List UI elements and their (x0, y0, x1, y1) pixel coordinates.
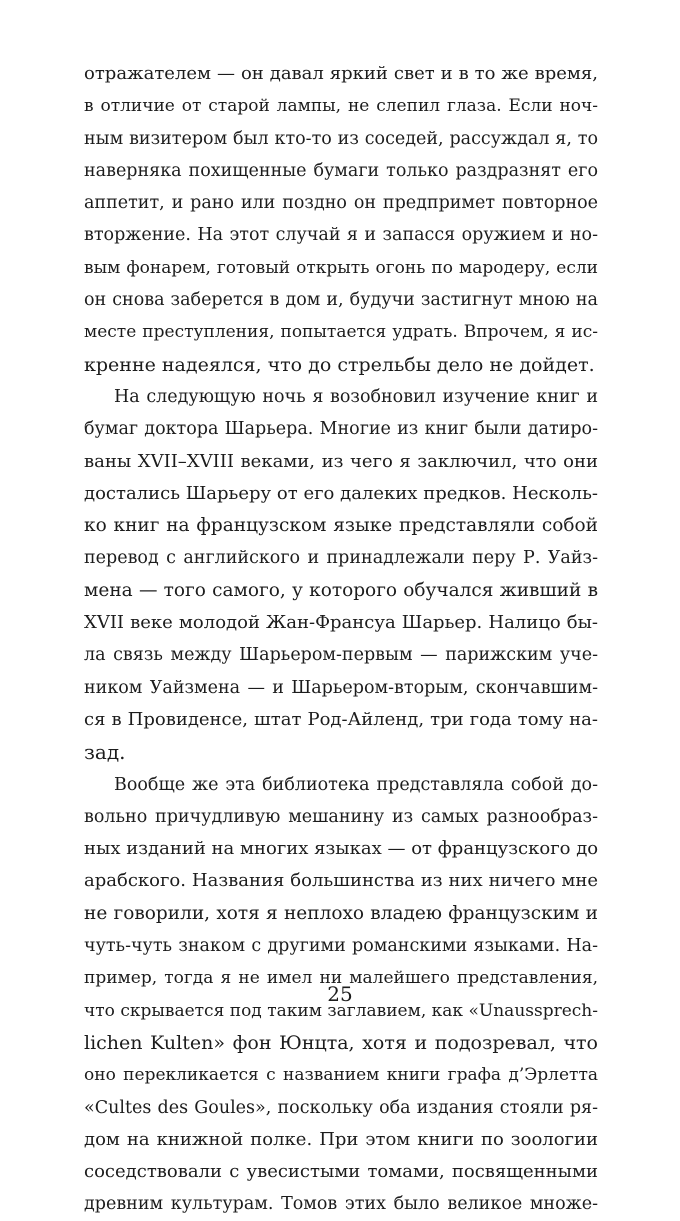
text-line: аппетит, и рано или поздно он предпримет повторное (84, 193, 598, 214)
text-line: пример, тогда я не имел ни малейшего представления, (84, 968, 598, 989)
text-line: ся в Провиденсе, штат Род-Айленд, три года тому на- (84, 708, 598, 730)
book-page-text (84, 58, 598, 1221)
text-line: оно перекликается с названием книги графа д’Эрлетта (84, 1065, 598, 1086)
text-line: арабского. Названия большинства из них ничего мне (84, 870, 598, 892)
text-line: вторжение. На этот случай я и запасся оружием и но- (84, 225, 598, 246)
text-line: ным визитером был кто-то из соседей, рассуждал я, то (84, 128, 598, 149)
text-line: ла связь между Шарьером-первым — парижским уче- (84, 645, 598, 666)
text-line: ником Уайзмена — и Шарьером-вторым, скончавшим- (84, 677, 598, 698)
text-line: отражателем — он давал яркий свет и в то же время, (84, 63, 598, 84)
text-line: вольно причудливую мешанину из самых разнообраз- (84, 806, 598, 827)
text-line: он снова заберется в дом и, будучи застигнут мною на (84, 290, 598, 311)
text-line: зад. (84, 740, 126, 765)
text-line: мена — того самого, у которого обучался живший в (84, 579, 598, 601)
text-line: «Cultes des Goules», поскольку оба издания стояли ря- (84, 1097, 598, 1118)
text-line: месте преступления, попытается удрать. Впрочем, я ис- (84, 322, 598, 343)
text-line: наверняка похищенные бумаги только раздразнят его (84, 160, 598, 181)
text-line: соседствовали с увесистыми томами, посвященными (84, 1161, 598, 1183)
text-line: достались Шарьеру от его далеких предков. Несколь- (84, 482, 598, 504)
text-line: XVII веке молодой Жан-Франсуа Шарьер. Налицо бы- (84, 612, 598, 634)
text-line: чуть-чуть знаком с другими романскими языками. На- (84, 936, 598, 957)
text-line: в отличие от старой лампы, не слепил глаза. Если ноч- (84, 96, 598, 117)
text-line: Вообще же эта библиотека представляла собой до- (114, 774, 598, 795)
text-line: кренне надеялся, что до стрельбы дело не дойдет. (84, 353, 595, 376)
text-line: перевод с английского и принадлежали перу Р. Уайз- (84, 548, 598, 569)
text-line: lichen Kulten» фон Юнцта, хотя и подозревал, что (84, 1031, 598, 1054)
text-line: ваны XVII–XVIII веками, из чего я заключил, что они (84, 450, 598, 472)
text-line: вым фонарем, готовый открыть огонь по мародеру, если (84, 257, 598, 278)
text-line: бумаг доктора Шарьера. Многие из книг были датиро- (84, 419, 598, 440)
text-line: ко книг на французском языке представляли собой (84, 515, 598, 537)
text-line: древним культурам. Томов этих было великое множе- (84, 1194, 598, 1215)
text-line: ных изданий на многих языках — от французского до (84, 838, 598, 860)
text-line: не говорили, хотя я неплохо владею французским и (84, 902, 598, 924)
page-number: 25 (327, 982, 353, 1006)
text-line: На следующую ночь я возобновил изучение книг и (114, 386, 598, 407)
text-line: что скрывается под таким заглавием, как «Unaussprech- (84, 1000, 598, 1021)
text-line: дом на книжной полке. При этом книги по зоологии (84, 1128, 598, 1150)
